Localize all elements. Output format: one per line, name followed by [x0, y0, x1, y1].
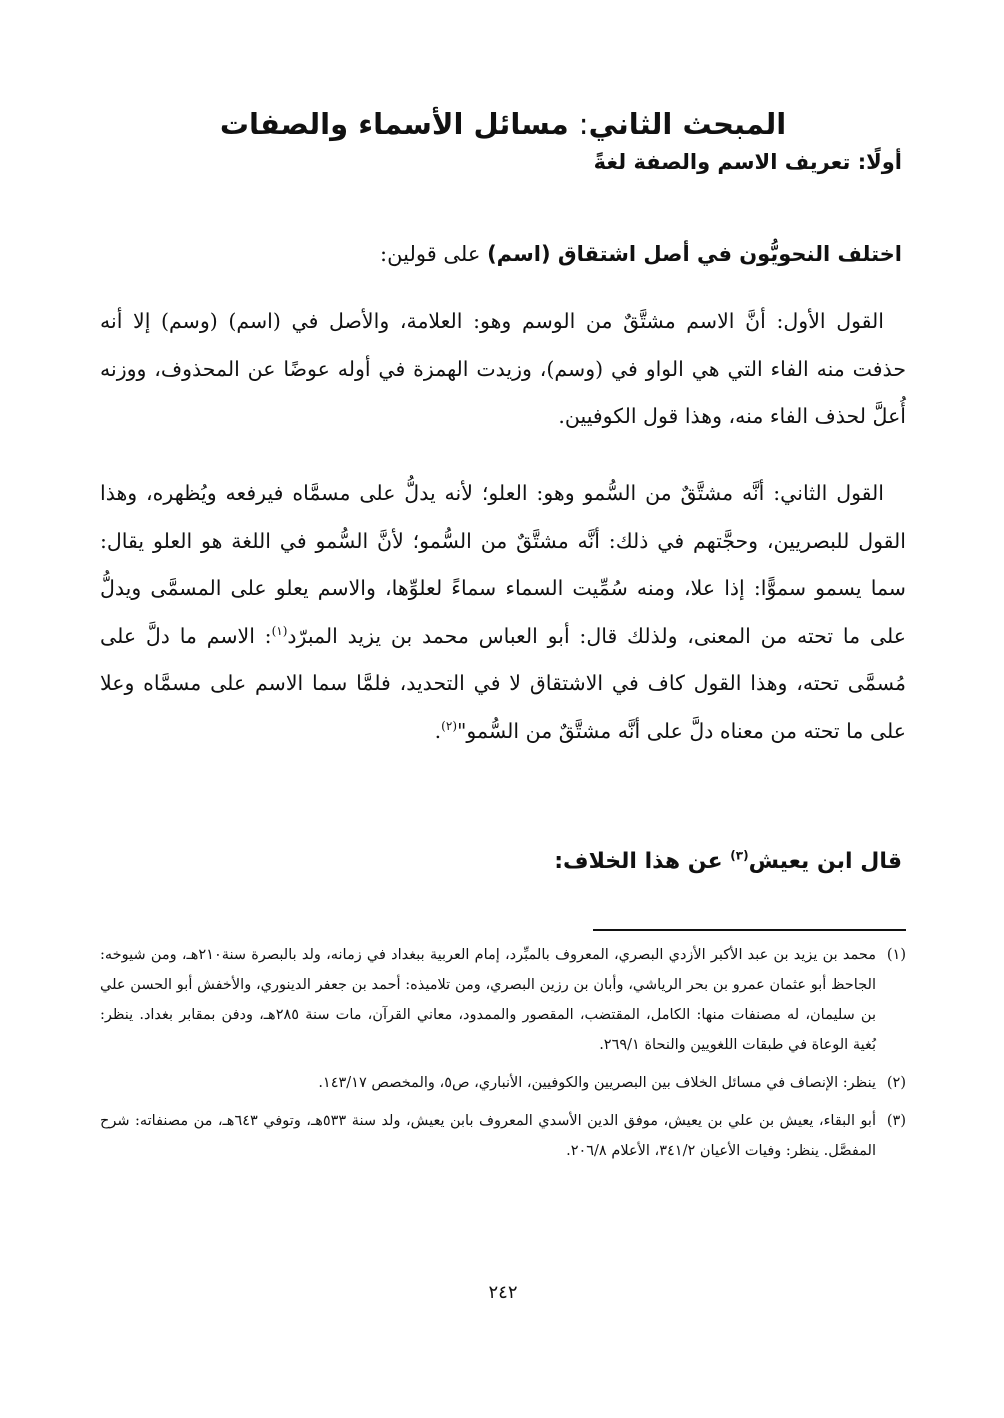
section-title-rest: مسائل الأسماء والصفات — [219, 107, 569, 141]
section-title-separator: : — [578, 107, 589, 141]
paragraph-second-opinion — [100, 470, 906, 755]
first-heading: أولًا: تعريف الاسم والصفة لغةً — [593, 150, 902, 174]
paragraph-2-text-end: . — [434, 718, 442, 743]
third-heading-start: قال ابن يعيش — [748, 849, 902, 874]
second-heading — [100, 234, 902, 274]
footnote-ref-3[interactable]: (٣) — [730, 848, 749, 863]
document-page — [100, 0, 906, 1418]
section-title-main: المبحث الثاني — [588, 107, 787, 141]
footnote-3 — [100, 1106, 906, 1166]
footnote-number: (٣) — [886, 1113, 906, 1129]
footnote-number: (٢) — [886, 1075, 906, 1091]
third-heading — [100, 842, 902, 882]
footnote-ref-2[interactable]: (٢) — [441, 718, 457, 733]
paragraph-first-opinion: القول الأول: أنَّ الاسم مشتَّقٌ من الوسم وهو: العلامة، والأصل في (اسم) (وسم) إلا أنه حذفت منه الفاء التي هي الواو في (وسم)، وزيدت الهمزة في أوله عوضًا عن المحذوف، ووزنه أُعلَّ لحذف الفاء منه، وهذا قول الكوفيين. — [100, 309, 906, 428]
footnote-ref-1[interactable]: (١) — [271, 623, 288, 638]
footnote-number: (١) — [886, 947, 906, 963]
second-heading-normal: على قولين: — [380, 242, 488, 266]
footnote-text: أبو البقاء، يعيش بن علي بن يعيش، موفق الدين الأسدي المعروف بابن يعيش، ولد سنة ٥٣٣هـ، وتوفي ٦٤٣هـ، من مصنفاته: شرح المفصَّل. ينظر: وفيات الأعيان ٣٤١/٢، الأعلام ٢٠٦/٨. — [100, 1113, 876, 1159]
third-heading-end: عن هذا الخلاف: — [554, 849, 731, 874]
footnote-2 — [100, 1068, 906, 1098]
paragraph-2-text-start: القول الثاني: أنَّه مشتَّقٌ من السُّمو وهو: العلو؛ لأنه يدلُّ على مسمَّاه فيرفعه ويُظهره، وهذا القول للبصريين، وحجَّتهم في ذلك: أنَّه مشتَّقٌ من السُّمو؛ لأنَّ السُّمو في اللغة هو العلو يقال: سما يسمو سموًّا: إذا علا، ومنه سُمِّيت السماء سماءً لعلوِّها، والاسم يعلو على المسمَّى ويدلُّ على ما تحته من المعنى، ولذلك قال: أبو العباس محمد بن يزيد المبرّد — [100, 481, 906, 648]
paragraph-2-text-middle: : الاسم ما دلَّ على مُسمَّى تحته، وهذا القول كاف في الاشتقاق لا في التحديد، فلمَّا سما الاسم على مسمَّاه وعلا على ما تحته من معناه دلَّ على أنَّه مشتَّقٌ من السُّمو" — [100, 623, 906, 743]
footnote-text: ينظر: الإنصاف في مسائل الخلاف بين البصريين والكوفيين، الأنباري، ص٥، والمخصص ١٤٣/١٧. — [318, 1075, 876, 1091]
footnote-1 — [100, 940, 906, 1060]
footnote-text: محمد بن يزيد بن عبد الأكبر الأزدي البصري، المعروف بالمبِّرد، إمام العربية ببغداد في زمانه، ولد بالبصرة سنة٢١٠هـ، ومن شيوخه: الجاحظ أبو عثمان عمرو بن بحر الرياشي، وأبان بن رزين البصري، ومن تلاميذه: أحمد بن جعفر الدينوري، والأخفش أبو الحسن علي بن سليمان، له مصنفات منها: الكامل، المقتضب، المقصور والممدود، معاني القرآن، مات سنة ٢٨٥هـ، ودفن بمقابر بغداد. ينظر: بُغية الوعاة في طبقات اللغويين والنحاة ٢٦٩/١. — [100, 947, 877, 1053]
page-number: ٢٤٢ — [488, 1282, 518, 1303]
footnote-divider — [593, 929, 906, 931]
footnotes — [100, 940, 906, 1174]
second-heading-bold: اختلف النحويُّون في أصل اشتقاق (اسم) — [487, 242, 902, 266]
